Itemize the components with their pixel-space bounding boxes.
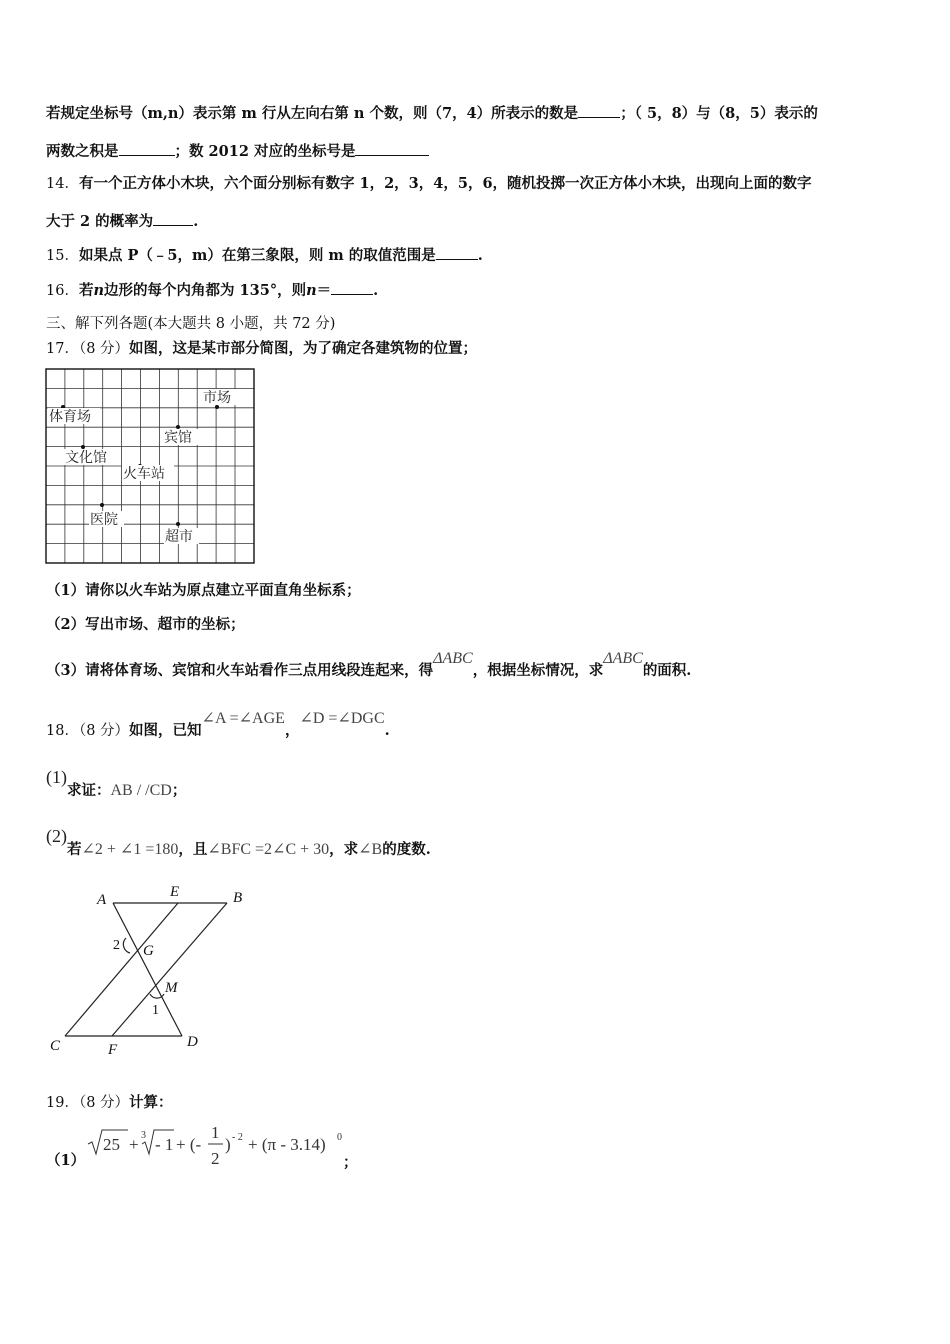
q13-text-b: ；（ 5，8）与（8，5）表示的: [620, 105, 818, 122]
q17-sub2: （2）写出市场、超市的坐标；: [46, 616, 245, 633]
q14-text-2: 大于 2 的概率为: [46, 213, 154, 230]
q18-number: 18．: [46, 723, 79, 739]
fraction-numerator: 1: [211, 1124, 220, 1142]
q18-s2-end: 的度数.: [382, 841, 431, 858]
q19-line: [46, 1093, 173, 1113]
q18-line: [46, 710, 390, 741]
point-e-label: E: [170, 884, 180, 900]
q17-sub3-a: （3）请将体育场、宾馆和火车站看作三点用线段连起来，得: [46, 662, 434, 679]
label-culture: 文化馆: [65, 450, 107, 466]
q15-number: 15．: [46, 248, 79, 264]
q16-text-b: 边形的每个内角都为 135°，则: [104, 282, 307, 299]
q19-sub1-label: （1）: [46, 1152, 86, 1169]
q18-s2-label: (2): [46, 826, 67, 846]
q13-text-a: 若规定坐标号（m,n）表示第 m 行从左向右第 n 个数，则（7，4）所表示的数是: [46, 105, 579, 122]
point-d-label: D: [187, 1034, 198, 1050]
q18-s2-text: 若: [67, 841, 82, 858]
q17-text: 如图，这是某市部分简图，为了确定各建筑物的位置；: [129, 340, 478, 357]
q18-s1-end: ；: [171, 782, 187, 799]
fraction-denominator: 2: [211, 1149, 220, 1168]
q18-s2-math2: ∠BFC =2∠C + 30: [207, 841, 330, 858]
point-f-label: F: [108, 1042, 118, 1058]
q13-blank-2: [119, 141, 175, 156]
q18-s2-mid2: ，求: [329, 841, 359, 858]
q18-sub2: [46, 826, 431, 860]
q15-blank: [436, 245, 478, 260]
supermarket-point: [176, 522, 180, 526]
segment-ce: [65, 903, 178, 1036]
q16-line: [46, 280, 378, 301]
q19-expression: [86, 1124, 356, 1180]
q13-blank-3: [355, 141, 429, 156]
q18-cond1: ∠A =∠AGE: [201, 710, 285, 727]
q14-text-1: 有一个正方体小木块，六个面分别标有数字 1，2，3，4，5，6，随机投掷一次正方体小木块，出现向上面的数字: [78, 175, 812, 192]
triangle-abc-1: ΔABC: [433, 650, 473, 667]
q14-line2: [46, 211, 198, 232]
q18-text: 如图，已知: [129, 722, 202, 739]
culture-point: [81, 445, 85, 449]
label-market: 市场: [203, 390, 231, 406]
point-b-label: B: [233, 890, 243, 906]
label-hospital: 医院: [90, 512, 118, 528]
q14-line1: [46, 174, 812, 194]
q15-line: [46, 245, 483, 266]
q17-sub3: [46, 650, 692, 681]
q16-blank: [331, 280, 373, 295]
plus-1: +: [129, 1135, 139, 1154]
section-3-title: 三、解下列各题(本大题共 8 小题，共 72 分): [46, 316, 336, 332]
label-station: 火车站: [123, 466, 165, 482]
q13-line2: [46, 141, 429, 162]
q17-line: [46, 339, 477, 359]
q16-end: .: [373, 282, 379, 299]
label-stadium: 体育场: [49, 409, 91, 425]
q14-number: 14．: [46, 176, 79, 192]
city-map-figure: [45, 368, 257, 565]
q14-end: .: [193, 213, 199, 230]
q18-sub1: [46, 767, 187, 801]
q18-period: .: [384, 722, 390, 739]
q17-points: （8 分）: [78, 341, 130, 357]
segment-ad: [113, 903, 182, 1036]
q16-eq: ＝: [316, 282, 332, 299]
q17-sub1: （1）请你以火车站为原点建立平面直角坐标系；: [46, 582, 361, 599]
q13-text-d: ；数 2012 对应的坐标号是: [174, 143, 356, 160]
q18-s1-label: (1): [46, 767, 67, 787]
exponent-neg2: - 2: [232, 1132, 243, 1143]
plus-3: + (π - 3.14): [248, 1135, 326, 1154]
q16-text-a: 若: [78, 282, 94, 299]
plus-2: + (-: [176, 1135, 202, 1154]
q17-sub3-c: 的面积.: [642, 662, 692, 679]
angle-2-label: 2: [113, 938, 120, 953]
triangle-abc-2: ΔABC: [603, 650, 643, 667]
exponent-zero: 0: [337, 1132, 342, 1143]
q18-comma: ，: [284, 722, 300, 739]
q16-n2: n: [306, 282, 317, 299]
q18-points: （8 分）: [78, 723, 130, 739]
q14-blank: [153, 211, 193, 226]
q18-s2-mid: ，且: [178, 841, 208, 858]
segment-bf: [112, 903, 227, 1036]
q15-end: .: [477, 247, 483, 264]
q13-text-c: 两数之积是: [46, 143, 119, 160]
point-c-label: C: [50, 1038, 61, 1054]
q13-blank-1: [578, 103, 620, 118]
q18-s1-math: AB / /CD: [110, 782, 172, 799]
close-paren: ): [225, 1135, 231, 1154]
label-supermarket: 超市: [165, 529, 193, 545]
q19-text: 计算：: [129, 1094, 173, 1111]
cube-root-arg: - 1: [155, 1135, 174, 1154]
sqrt-arg: 25: [103, 1135, 120, 1154]
q19-number: 19．: [46, 1095, 79, 1111]
hospital-point: [100, 503, 104, 507]
cube-root-index: 3: [141, 1130, 146, 1141]
q18-s2-math3: ∠B: [358, 841, 383, 858]
q16-number: 16．: [46, 283, 79, 299]
parallel-lines-figure: [40, 876, 260, 1060]
q18-s2-math1: ∠2 + ∠1 =180: [81, 841, 179, 858]
angle-1-label: 1: [152, 1003, 159, 1018]
point-a-label: A: [97, 892, 107, 908]
label-hotel: 宾馆: [164, 430, 192, 446]
angle-2-arc: [123, 938, 130, 953]
q19-points: （8 分）: [78, 1095, 130, 1111]
hotel-point: [176, 425, 180, 429]
q18-s1-text: 求证：: [67, 782, 111, 799]
q18-cond2: ∠D =∠DGC: [299, 710, 385, 727]
q13-line1: [46, 103, 818, 124]
q17-number: 17．: [46, 341, 79, 357]
point-m-label: M: [165, 980, 178, 996]
q17-sub3-b: ，根据坐标情况，求: [472, 662, 604, 679]
q15-text: 如果点 P（﹣5，m）在第三象限，则 m 的取值范围是: [78, 247, 436, 264]
q19-end: ；: [343, 1154, 358, 1171]
point-g-label: G: [143, 943, 154, 959]
q16-n: n: [93, 282, 104, 299]
